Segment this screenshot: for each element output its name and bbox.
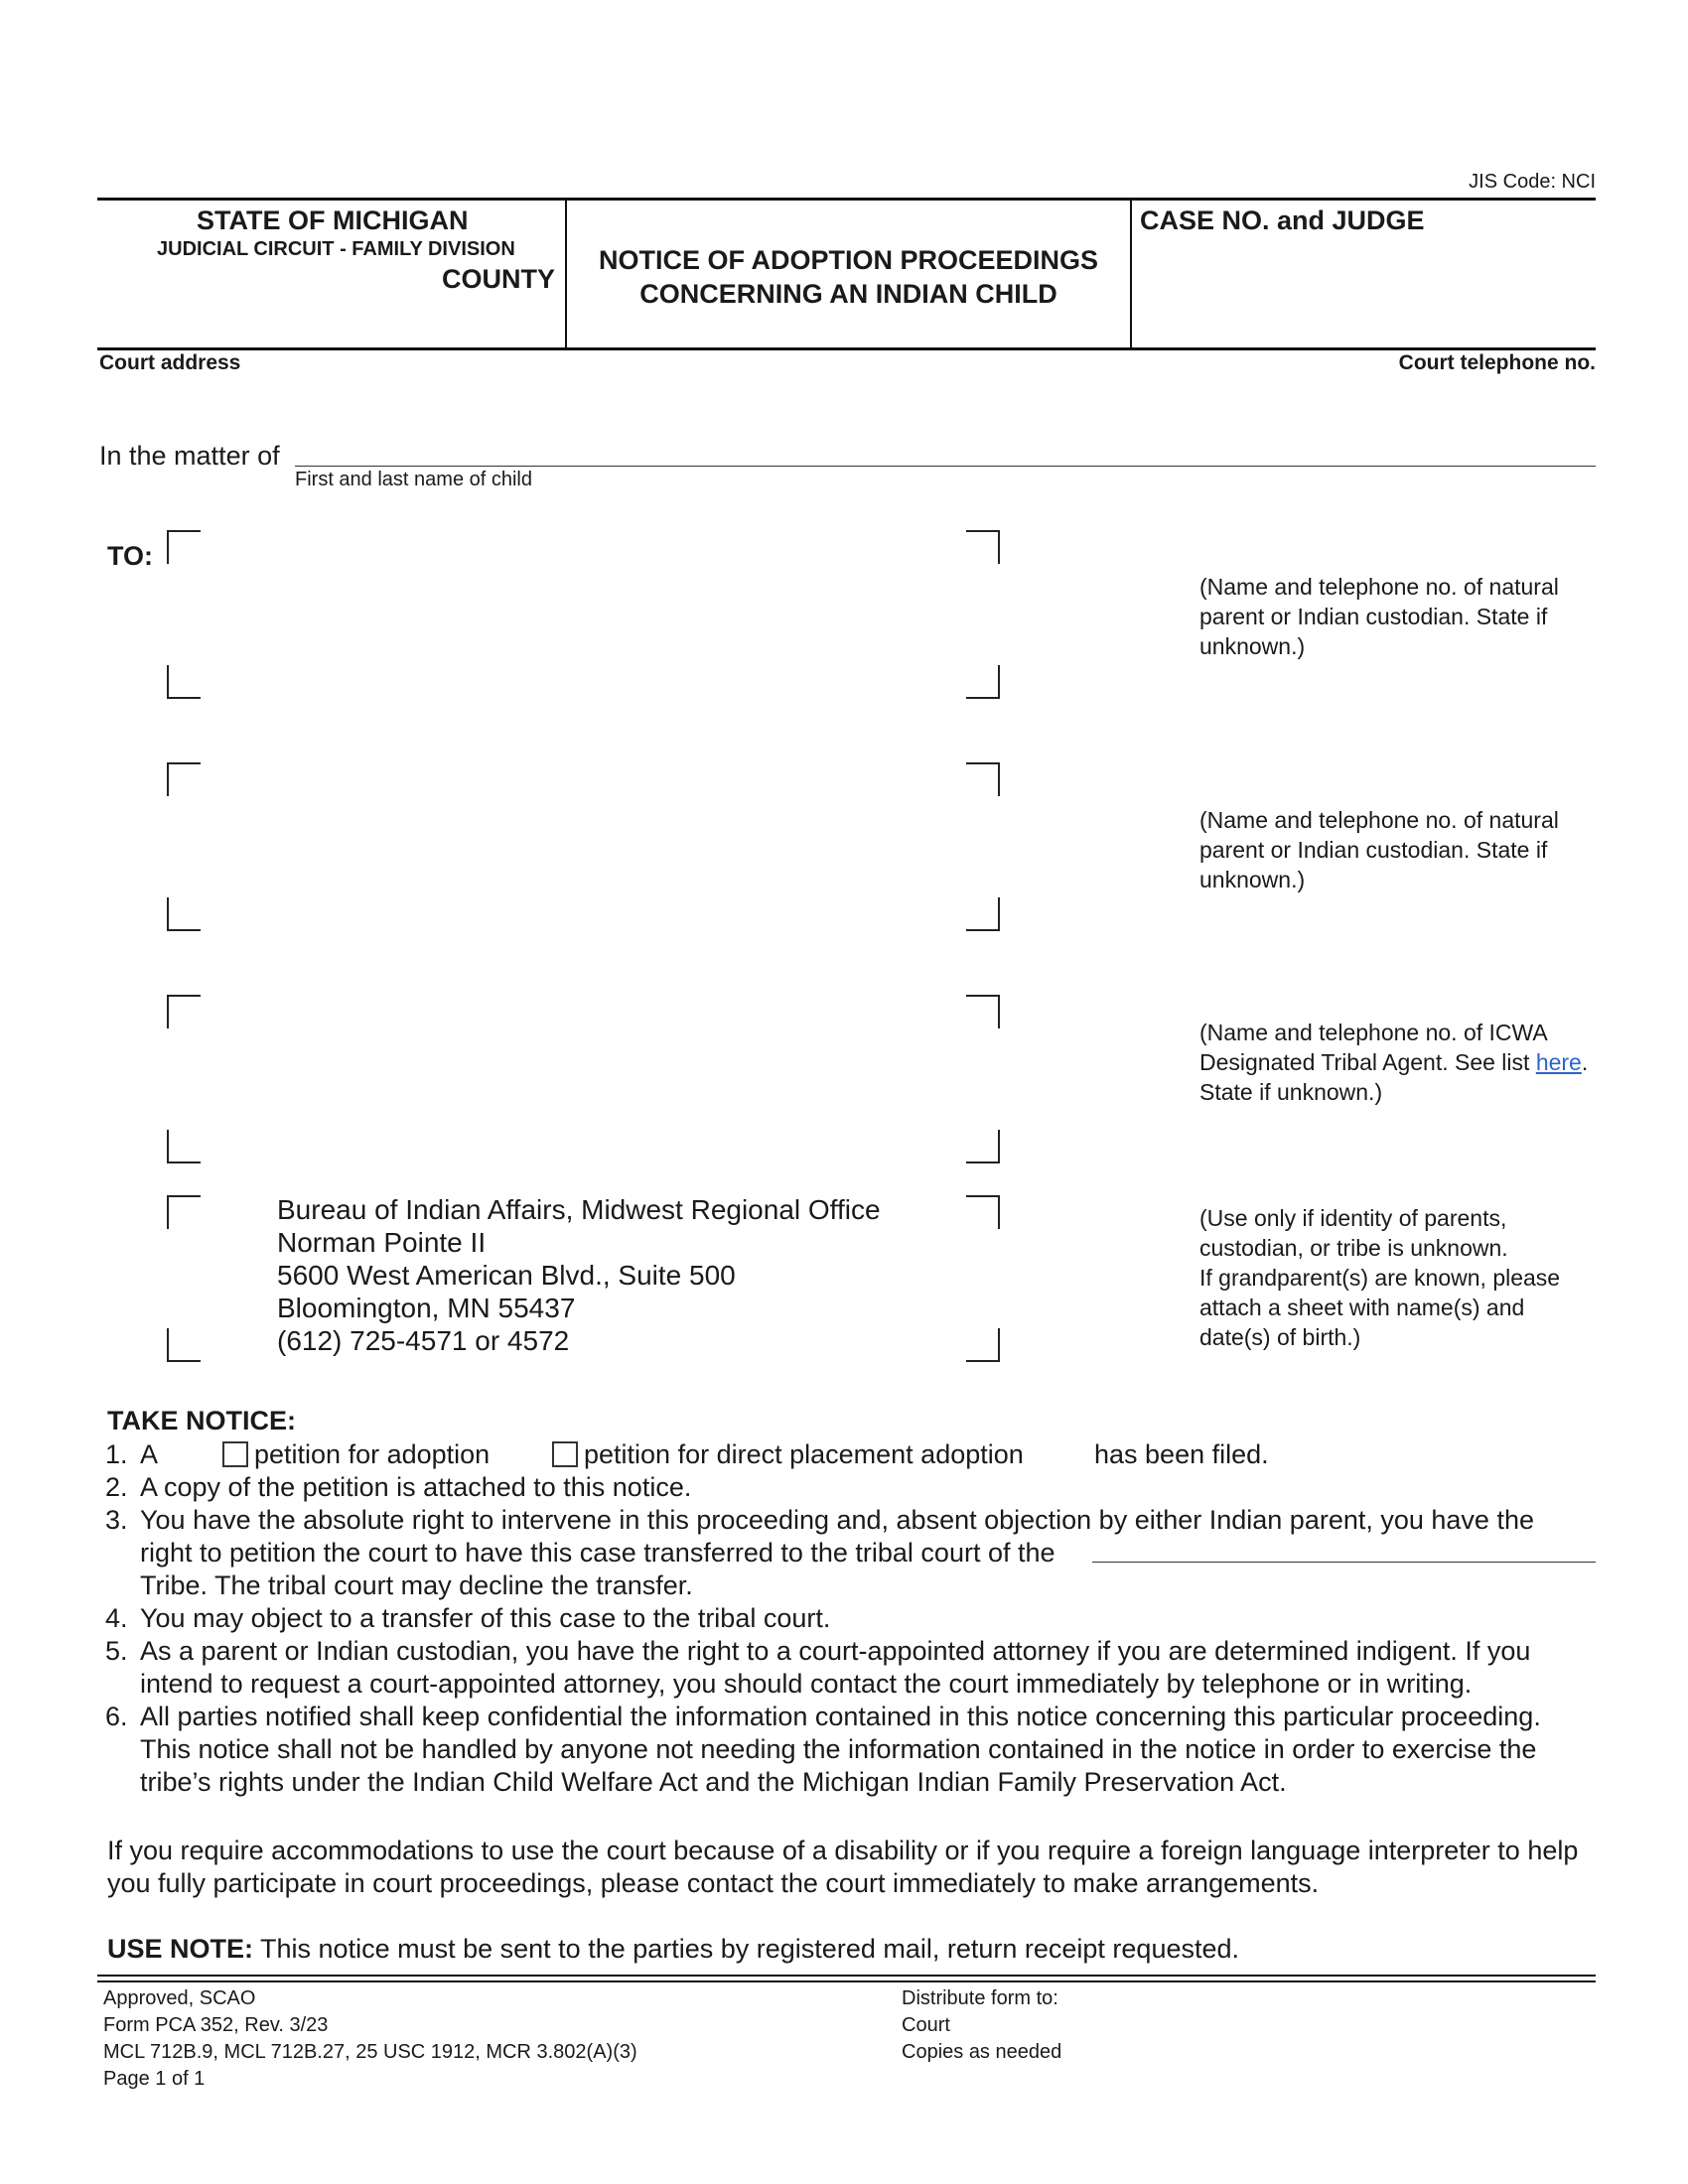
item1-a: A bbox=[140, 1439, 159, 1469]
tribe-name-field[interactable] bbox=[1092, 1562, 1596, 1563]
bracket-corner bbox=[966, 1130, 1000, 1163]
bia-address bbox=[277, 1193, 881, 1357]
note3-prefix: (Name and telephone no. of ICWA Designated Tribal Agent. See list bbox=[1199, 1020, 1547, 1075]
bracket-corner bbox=[966, 897, 1000, 931]
item3-line2: right to petition the court to have this case transferred to the tribal court of the bbox=[140, 1538, 1055, 1568]
bracket-corner bbox=[966, 530, 1000, 564]
bia-line: Bureau of Indian Affairs, Midwest Regional Office bbox=[277, 1194, 881, 1225]
note4-line: custodian, or tribe is unknown. bbox=[1199, 1235, 1508, 1261]
state-name: STATE OF MICHIGAN bbox=[197, 205, 469, 235]
use-note-label: USE NOTE: bbox=[107, 1934, 254, 1964]
recipient-note-2: (Name and telephone no. of natural parent or Indian custodian. State if unknown.) bbox=[1199, 807, 1559, 892]
item6-line3: tribe’s rights under the Indian Child Welfare Act and the Michigan Indian Family Preservation Act. bbox=[140, 1767, 1287, 1797]
item3-line1: You have the absolute right to intervene in this proceeding and, absent objection by either Indian parent, you have the bbox=[140, 1505, 1534, 1535]
bia-line: Bloomington, MN 55437 bbox=[277, 1293, 576, 1323]
bia-line: Norman Pointe II bbox=[277, 1227, 487, 1258]
direct-placement-adoption-label: petition for direct placement adoption bbox=[584, 1439, 1024, 1469]
note4-line: (Use only if identity of parents, bbox=[1199, 1205, 1507, 1231]
item-number: 4. bbox=[105, 1603, 128, 1633]
jis-code: JIS Code: NCI bbox=[1469, 171, 1596, 193]
item-number: 5. bbox=[105, 1636, 128, 1666]
recipient-note-4 bbox=[1199, 1203, 1656, 1352]
header-bottom-rule bbox=[97, 347, 1596, 350]
bracket-corner bbox=[966, 762, 1000, 796]
bia-line: 5600 West American Blvd., Suite 500 bbox=[277, 1260, 736, 1291]
item1-end: has been filed. bbox=[1094, 1439, 1269, 1469]
note4-line: date(s) of birth.) bbox=[1199, 1324, 1361, 1350]
header-top-rule bbox=[97, 198, 1596, 201]
child-name-caption: First and last name of child bbox=[295, 469, 532, 490]
bracket-corner bbox=[167, 665, 201, 699]
bracket-corner bbox=[167, 762, 201, 796]
footer-form-number: Form PCA 352, Rev. 3/23 bbox=[103, 2014, 329, 2036]
item2-text: A copy of the petition is attached to this notice. bbox=[140, 1472, 692, 1502]
item6-line1: All parties notified shall keep confidential the information contained in this notice concerning this particular proceeding. bbox=[140, 1702, 1541, 1731]
bracket-corner bbox=[167, 995, 201, 1028]
use-note bbox=[107, 1933, 1239, 1966]
matter-label: In the matter of bbox=[99, 441, 280, 471]
footer-right bbox=[902, 1985, 1061, 2066]
bracket-corner bbox=[167, 530, 201, 564]
item-number: 6. bbox=[105, 1702, 128, 1731]
bia-line: (612) 725-4571 or 4572 bbox=[277, 1325, 570, 1356]
item6-line2: This notice shall not be handled by anyone not needing the information contained in the notice in order to exercise the bbox=[140, 1734, 1537, 1764]
form-title-line2: CONCERNING AN INDIAN CHILD bbox=[639, 279, 1057, 309]
case-no-judge[interactable]: CASE NO. and JUDGE bbox=[1140, 205, 1425, 235]
to-label: TO: bbox=[107, 541, 153, 571]
bracket-corner bbox=[167, 1195, 201, 1229]
item-number: 1. bbox=[105, 1439, 128, 1469]
note3-suffix: . State if unknown.) bbox=[1199, 1049, 1589, 1105]
footer-statutes: MCL 712B.9, MCL 712B.27, 25 USC 1912, MCR 3.802(A)(3) bbox=[103, 2041, 637, 2063]
distribute-court: Court bbox=[902, 2014, 950, 2036]
footer-rule-bottom bbox=[97, 1980, 1596, 1982]
recipient-note-3 bbox=[1199, 1018, 1617, 1107]
accommodation-line2: you fully participate in court proceedings, please contact the court immediately to make arrangements. bbox=[107, 1868, 1320, 1898]
petition-for-adoption-label: petition for adoption bbox=[254, 1439, 491, 1469]
item4-text: You may object to a transfer of this case to the tribal court. bbox=[140, 1603, 831, 1633]
note4-line: If grandparent(s) are known, please bbox=[1199, 1265, 1561, 1291]
item-number: 2. bbox=[105, 1472, 128, 1502]
header-divider-right bbox=[1130, 200, 1132, 348]
footer-page-number: Page 1 of 1 bbox=[103, 2068, 206, 2090]
court-address-label[interactable]: Court address bbox=[99, 351, 241, 374]
county-label[interactable]: COUNTY bbox=[442, 264, 555, 294]
child-name-field[interactable] bbox=[295, 466, 1596, 467]
tribal-agent-list-link[interactable]: here bbox=[1535, 1049, 1582, 1075]
item5-line2: intend to request a court-appointed attorney, you should contact the court immediately by telephone or in writing. bbox=[140, 1669, 1473, 1699]
item3-line3: Tribe. The tribal court may decline the transfer. bbox=[140, 1570, 693, 1600]
note4-line: attach a sheet with name(s) and bbox=[1199, 1295, 1525, 1320]
bracket-corner bbox=[966, 1328, 1000, 1362]
accommodation-line1: If you require accommodations to use the court because of a disability or if you require a foreign language interpreter to help bbox=[107, 1836, 1579, 1865]
form-title-line1: NOTICE OF ADOPTION PROCEEDINGS bbox=[598, 245, 1099, 275]
distribute-label: Distribute form to: bbox=[902, 1987, 1058, 2009]
bracket-corner bbox=[966, 995, 1000, 1028]
bracket-corner bbox=[167, 897, 201, 931]
item5-line1: As a parent or Indian custodian, you have the right to a court-appointed attorney if you are determined indigent. If you bbox=[140, 1636, 1531, 1666]
judicial-circuit: JUDICIAL CIRCUIT - FAMILY DIVISION bbox=[157, 238, 515, 260]
direct-placement-adoption-checkbox[interactable] bbox=[552, 1441, 578, 1467]
footer-rule-top bbox=[97, 1975, 1596, 1977]
bracket-corner bbox=[966, 1195, 1000, 1229]
footer-left bbox=[103, 1985, 637, 2093]
distribute-copies: Copies as needed bbox=[902, 2041, 1062, 2063]
bracket-corner bbox=[167, 1328, 201, 1362]
form-title bbox=[567, 243, 1130, 311]
bracket-corner bbox=[167, 1130, 201, 1163]
take-notice-heading: TAKE NOTICE: bbox=[107, 1406, 296, 1435]
item-number: 3. bbox=[105, 1505, 128, 1535]
court-telephone-label[interactable]: Court telephone no. bbox=[1398, 351, 1596, 374]
footer-approved: Approved, SCAO bbox=[103, 1987, 256, 2009]
recipient-note-1: (Name and telephone no. of natural parent or Indian custodian. State if unknown.) bbox=[1199, 574, 1559, 659]
bracket-corner bbox=[966, 665, 1000, 699]
petition-for-adoption-checkbox[interactable] bbox=[222, 1441, 248, 1467]
use-note-text: This notice must be sent to the parties by registered mail, return receipt requested. bbox=[260, 1934, 1240, 1964]
